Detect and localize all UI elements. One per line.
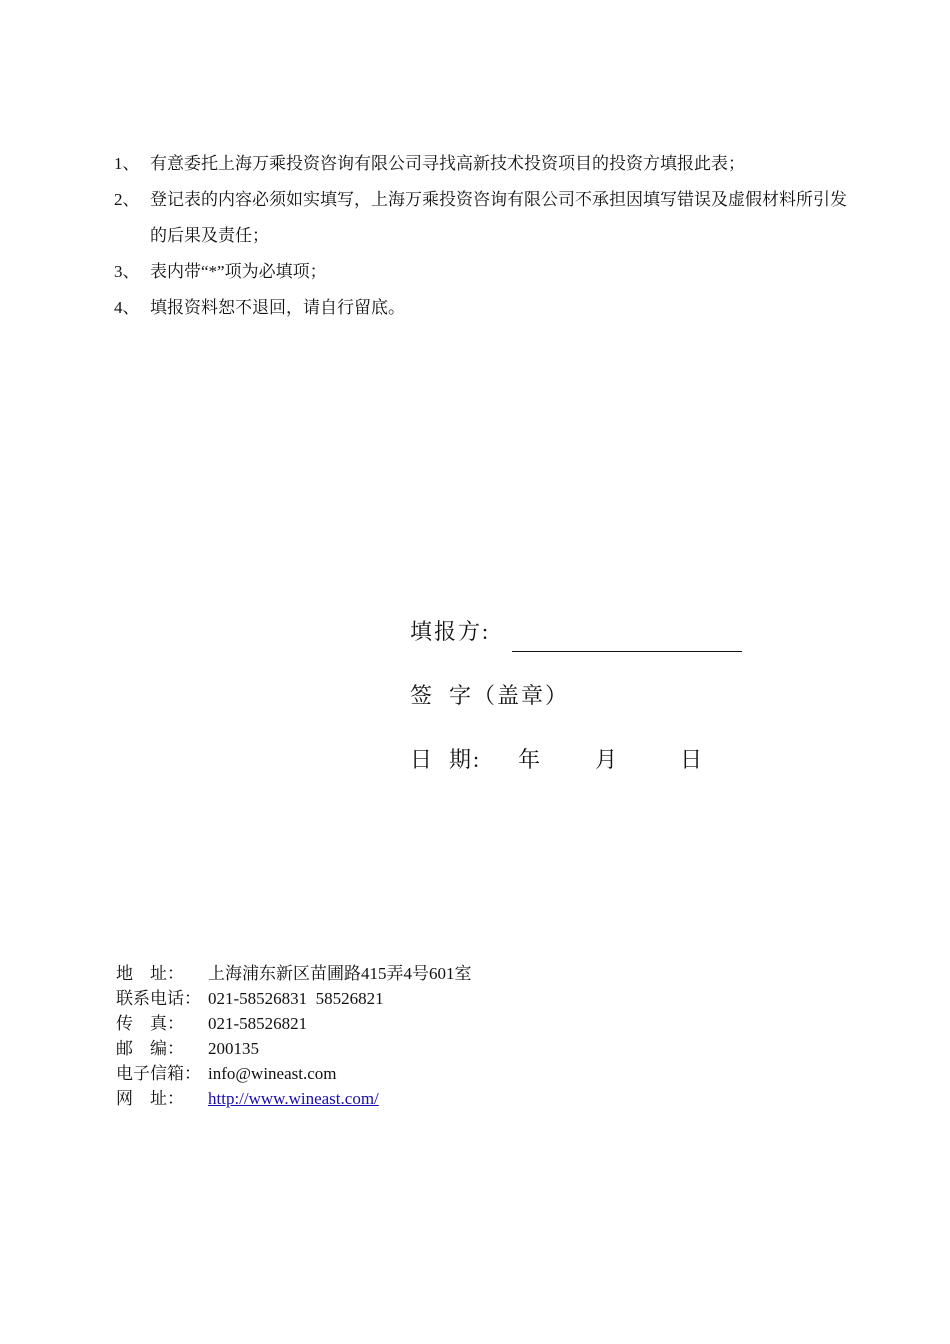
address-value: 上海浦东新区苗圃路415弄4号601室	[208, 964, 472, 983]
phone-value: 021-58526831 58526821	[208, 989, 384, 1008]
note-number: 3、	[114, 262, 140, 281]
note-text: 有意委托上海万乘投资咨询有限公司寻找高新技术投资项目的投资方填报此表；	[150, 154, 745, 173]
signature-label: 签 字（盖章）	[410, 683, 570, 708]
instructions-list	[114, 146, 854, 326]
phone-label: 联系电话：	[116, 989, 201, 1008]
note-text: 填报资料恕不退回，请自行留底。	[150, 298, 405, 317]
day-label: 日	[680, 747, 705, 772]
website-row	[116, 1086, 472, 1111]
filler-blank-line[interactable]	[512, 623, 742, 652]
list-item	[114, 254, 854, 290]
filler-row	[410, 612, 742, 676]
date-row	[410, 740, 742, 804]
month-label: 月	[595, 747, 620, 772]
list-item	[114, 290, 854, 326]
year-label: 年	[518, 747, 543, 772]
address-row	[116, 961, 472, 986]
list-item	[114, 182, 854, 254]
email-row	[116, 1061, 472, 1086]
signature-block	[410, 612, 742, 804]
fax-label: 传 真：	[116, 1014, 184, 1033]
email-label: 电子信箱：	[116, 1064, 201, 1083]
note-number: 2、	[114, 190, 140, 209]
date-label: 日 期:	[410, 747, 482, 772]
postcode-value: 200135	[208, 1039, 259, 1058]
note-number: 4、	[114, 298, 140, 317]
contact-info	[116, 961, 472, 1111]
postcode-row	[116, 1036, 472, 1061]
note-text: 登记表的内容必须如实填写，上海万乘投资咨询有限公司不承担因填写错误及虚假材料所引发的后果及责任；	[150, 190, 847, 245]
website-link[interactable]: http://www.wineast.com/	[208, 1089, 379, 1108]
postcode-label: 邮 编：	[116, 1039, 184, 1058]
filler-label: 填报方:	[410, 619, 491, 644]
address-label: 地 址：	[116, 964, 184, 983]
list-item	[114, 146, 854, 182]
note-number: 1、	[114, 154, 140, 173]
note-text: 表内带“*”项为必填项；	[150, 262, 327, 281]
signature-row	[410, 676, 742, 740]
website-label: 网 址：	[116, 1089, 184, 1108]
email-value: info@wineast.com	[208, 1064, 337, 1083]
fax-row	[116, 1011, 472, 1036]
phone-row	[116, 986, 472, 1011]
fax-value: 021-58526821	[208, 1014, 308, 1033]
